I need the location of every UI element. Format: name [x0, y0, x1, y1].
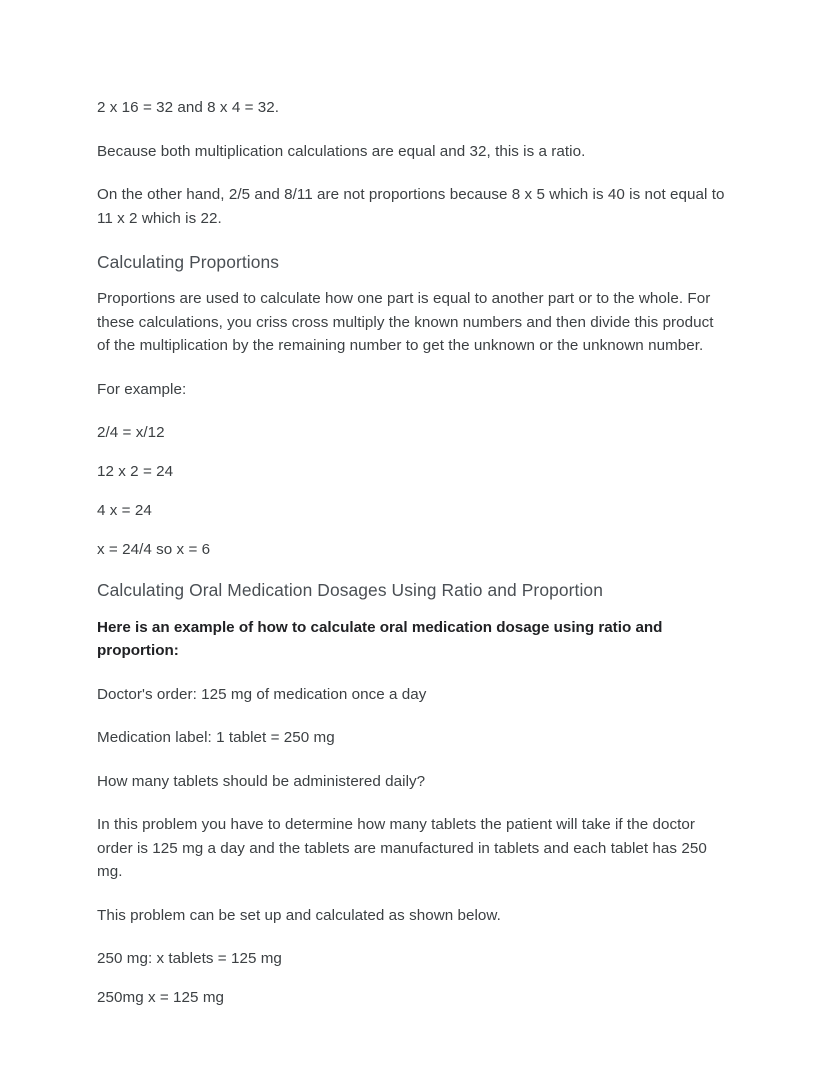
- equation-line-3: 4 x = 24: [97, 502, 152, 519]
- heading-oral-medication-dosages: Calculating Oral Medication Dosages Using Ratio and Proportion: [97, 579, 603, 600]
- paragraph-problem-description: In this problem you have to determine how many tablets the patient will take if the doctor order is 125 mg a day and the tablets are manufactured in tablets and each tablet has 250 mg.: [97, 816, 707, 880]
- paragraph-proportions-explanation: Proportions are used to calculate how one part is equal to another part or to the whole. For these calculations, you criss cross multiply the known numbers and then divide this product of the multiplication by the remaining number to get the unknown or the unknown number.: [97, 290, 714, 354]
- paragraph-doctors-order: Doctor's order: 125 mg of medication once a day: [97, 685, 427, 703]
- heading-calculating-proportions: Calculating Proportions: [97, 252, 280, 272]
- equation-line-4: x = 24/4 so x = 6: [97, 541, 211, 558]
- paragraph-non-proportion-example: On the other hand, 2/5 and 8/11 are not proportions because 8 x 5 which is 40 is not equal to 11 x 2 which is 22.: [97, 186, 725, 227]
- paragraph-example-intro-bold: Here is an example of how to calculate oral medication dosage using ratio and proportion:: [97, 618, 663, 659]
- paragraph-ratio-equality: 2 x 16 = 32 and 8 x 4 = 32.: [97, 99, 280, 116]
- equation-dosage-line-2: 250mg x = 125 mg: [97, 989, 225, 1006]
- paragraph-setup-note: This problem can be set up and calculated as shown below.: [97, 906, 501, 924]
- paragraph-for-example-label: For example:: [97, 380, 187, 398]
- equation-line-2: 12 x 2 = 24: [97, 463, 174, 480]
- equation-dosage-line-1: 250 mg: x tablets = 125 mg: [97, 950, 282, 967]
- paragraph-ratio-conclusion: Because both multiplication calculations are equal and 32, this is a ratio.: [97, 142, 586, 160]
- paragraph-question-tablets-daily: How many tablets should be administered daily?: [97, 772, 426, 790]
- equation-line-1: 2/4 = x/12: [97, 424, 165, 441]
- paragraph-medication-label: Medication label: 1 tablet = 250 mg: [97, 729, 335, 746]
- document-body: [97, 96, 727, 1025]
